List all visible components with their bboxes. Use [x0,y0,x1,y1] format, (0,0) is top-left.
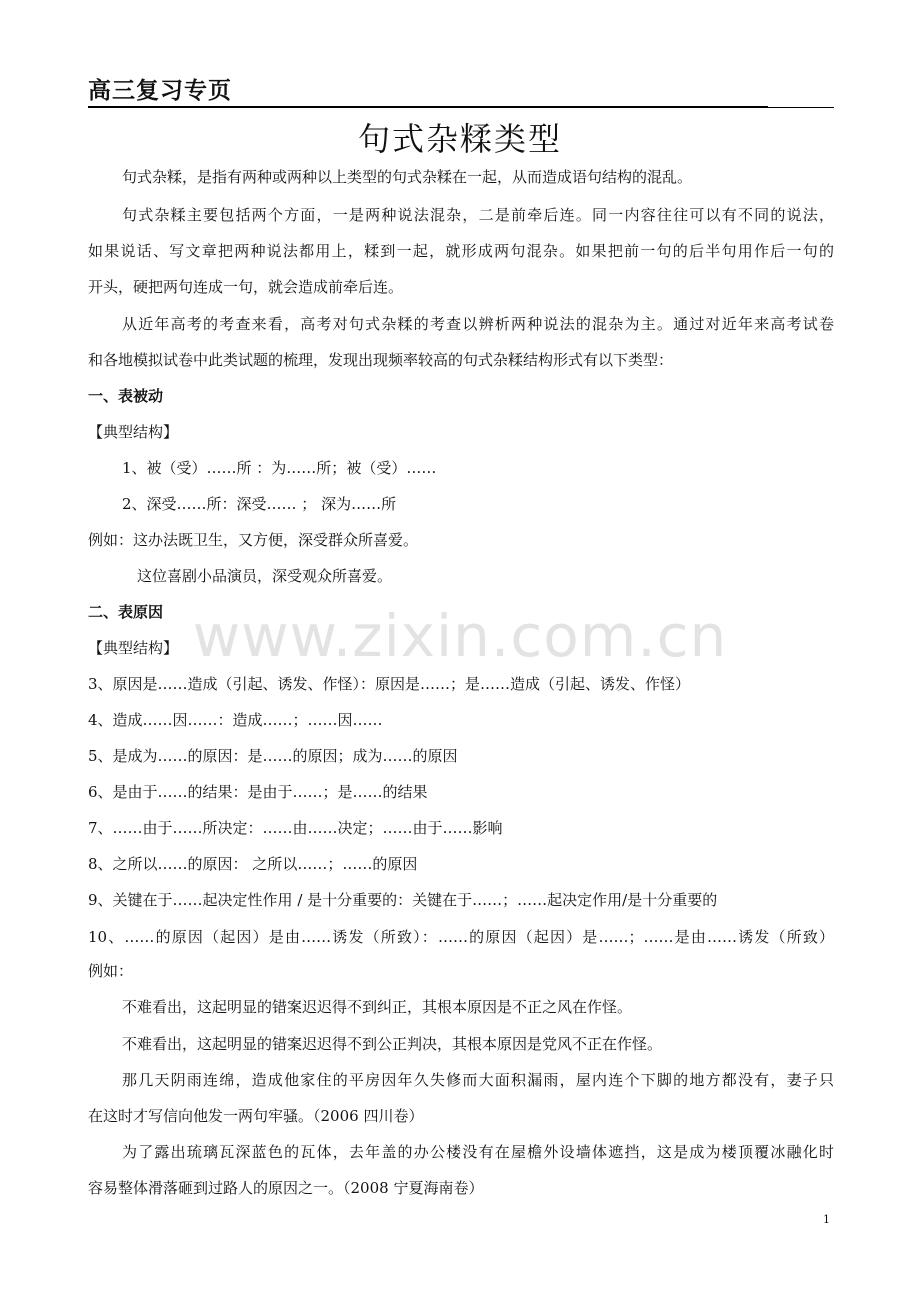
paragraph-line: 如果说话、写文章把两种说法都用上，糅到一起，就形成两句混杂。如果把前一句的后半句用作后一句的 [88,242,834,260]
structure-item: 3、原因是……造成（引起、诱发、作怪）：原因是……；是……造成（引起、诱发、作怪） [88,675,691,693]
example-line: 那几天阴雨连绵，造成他家住的平房因年久失修而大面积漏雨，屋内连个下脚的地方都没有，妻子只 [122,1071,834,1089]
structure-item: 7、……由于……所决定：……由……决定；……由于……影响 [88,819,503,837]
example-line: 容易整体滑落砸到过路人的原因之一。（2008 宁夏海南卷） [88,1179,484,1197]
page-header-title: 高三复习专页 [88,72,768,107]
structure-item: 9、关键在于……起决定性作用 / 是十分重要的：关键在于……；……起决定作用/是十分重要的 [88,891,718,909]
structure-label: 【典型结构】 [88,423,179,441]
structure-item: 6、是由于……的结果：是由于……；是……的结果 [88,783,428,801]
example-line: 例如：这办法既卫生，又方便，深受群众所喜爱。 [88,531,419,549]
example-line: 不难看出，这起明显的错案迟迟得不到公正判决，其根本原因是党风不正在作怪。 [122,1035,663,1053]
example-line: 这位喜剧小品演员，深受观众所喜爱。 [137,567,393,585]
paragraph-line: 句式杂糅主要包括两个方面，一是两种说法混杂，二是前牵后连。同一内容往往可以有不同的说法， [122,206,834,224]
structure-item: 4、造成……因……：造成……；……因…… [88,711,383,729]
example-line: 为了露出琉璃瓦深蓝色的瓦体，去年盖的办公楼没有在屋檐外设墙体遮挡，这是成为楼顶覆冰融化时 [122,1143,834,1161]
structure-label: 【典型结构】 [88,639,179,657]
document-title: 句式杂糅类型 [357,120,562,158]
section-heading-passive: 一、表被动 [88,387,164,405]
structure-item: 8、之所以……的原因： 之所以……；……的原因 [88,855,418,873]
section-heading-cause: 二、表原因 [88,603,164,621]
structure-item: 10、……的原因（起因）是由……诱发（所致）：……的原因（起因）是……；……是由……诱发（所致） [88,928,834,946]
paragraph-line: 开头，硬把两句连成一句，就会造成前牵后连。 [88,278,404,296]
example-line: 在这时才写信向他发一两句牢骚。（2006 四川卷） [88,1107,424,1125]
structure-item: 5、是成为……的原因：是……的原因；成为……的原因 [88,747,458,765]
structure-item: 2、深受……所：深受…… ； 深为……所 [122,495,397,513]
paragraph-line: 和各地模拟试卷中此类试题的梳理，发现出现频率较高的句式杂糅结构形式有以下类型： [88,351,674,369]
example-label: 例如： [88,962,134,980]
structure-item: 1、被（受）……所 ：为……所；被（受）…… [122,459,437,477]
paragraph-line: 句式杂糅，是指有两种或两种以上类型的句式杂糅在一起，从而造成语句结构的混乱。 [122,168,693,186]
header-divider [88,107,834,108]
page-number: 1 [823,1213,830,1226]
example-line: 不难看出，这起明显的错案迟迟得不到纠正，其根本原因是不正之风在作怪。 [122,998,633,1016]
paragraph-line: 从近年高考的考查来看，高考对句式杂糅的考查以辨析两种说法的混杂为主。通过对近年来高考试卷 [122,315,834,333]
watermark: www.zixin.com.cn [192,602,728,670]
